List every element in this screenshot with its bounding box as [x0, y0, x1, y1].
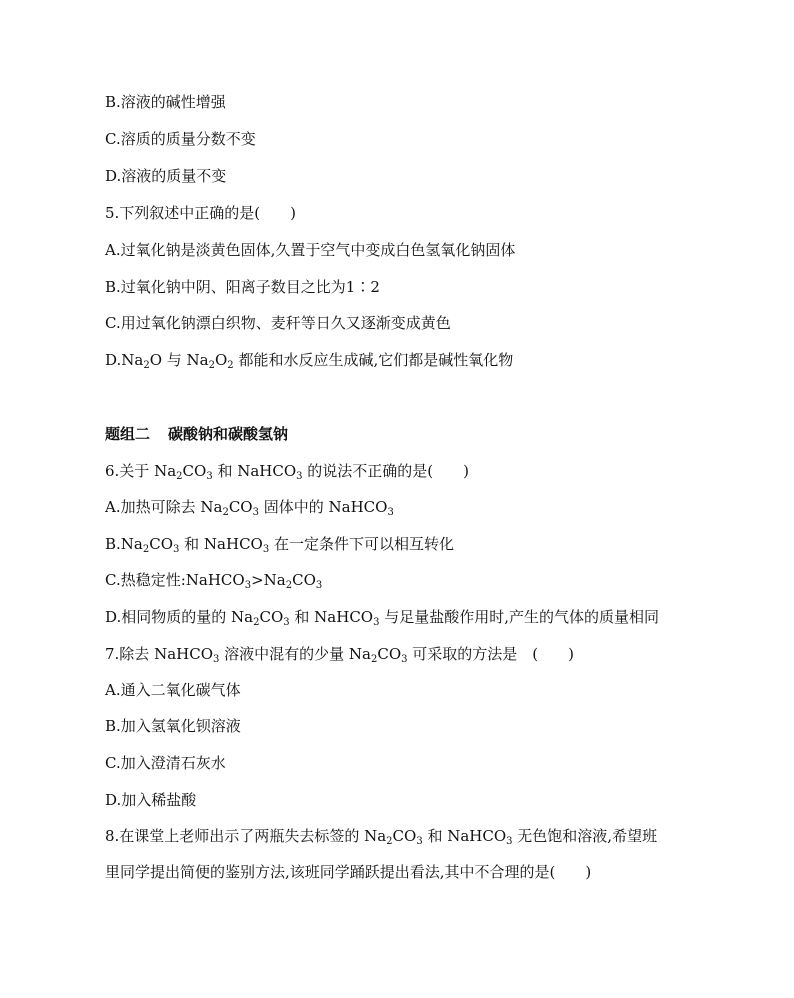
- text-part: CO: [377, 645, 402, 663]
- question-5-option-c: [105, 313, 451, 333]
- subscript: 3: [206, 471, 213, 482]
- text-part: 里同学提出简便的鉴别方法,该班同学踊跃提出看法,其中不合理的是(: [105, 863, 556, 881]
- question-7-option-d: [105, 790, 196, 810]
- subscript: 2: [176, 471, 183, 482]
- text-part: 都能和水反应生成碱,它们都是碱性氧化物: [233, 351, 514, 369]
- subscript: 2: [227, 360, 234, 371]
- question-6: [105, 461, 469, 481]
- subscript: 2: [253, 617, 260, 628]
- text-part: CO: [259, 608, 284, 626]
- subscript: 2: [285, 580, 293, 591]
- text-part: CO: [182, 462, 207, 480]
- section-title: 碳酸钠和碳酸氢钠: [168, 425, 289, 443]
- question-5-option-a: [105, 240, 515, 260]
- text-part: O 与 Na: [149, 351, 209, 369]
- answer-paren-close: ): [568, 645, 575, 663]
- text-part: 和 NaHCO: [422, 827, 507, 845]
- answer-paren-close: ): [463, 462, 470, 480]
- question-8-line-2: [105, 862, 591, 882]
- text-part: 与足量盐酸作用时,产生的气体的质量相同: [379, 608, 660, 626]
- answer-paren-close: ): [290, 204, 297, 222]
- subscript: 3: [283, 617, 290, 628]
- text-part: C.热稳定性:NaHCO: [105, 571, 245, 589]
- question-7-option-c: [105, 753, 226, 773]
- question-7-option-b: [105, 716, 241, 736]
- question-6-option-a: [105, 497, 394, 517]
- option-text: D.加入稀盐酸: [105, 791, 197, 809]
- question-6-option-d: [105, 607, 659, 627]
- text-part: 和 NaHCO: [212, 462, 297, 480]
- subscript: 3: [296, 471, 303, 482]
- question-7-option-a: [105, 680, 241, 700]
- text-part: CO: [392, 827, 417, 845]
- option-text: A.过氧化钠是淡黄色固体,久置于空气中变成白色氢氧化钠固体: [105, 241, 516, 259]
- question-5: [105, 203, 296, 223]
- answer-paren-close: ): [585, 863, 592, 881]
- subscript: 2: [222, 507, 229, 518]
- text-part: CO: [149, 535, 174, 553]
- option-text: C.加入澄清石灰水: [105, 754, 226, 772]
- text-part: O: [214, 351, 228, 369]
- text-part: >Na: [251, 571, 286, 589]
- option-text: C.溶质的质量分数不变: [105, 130, 256, 148]
- option-text: A.通入二氧化碳气体: [105, 681, 241, 699]
- subscript: 3: [252, 507, 259, 518]
- subscript: 2: [208, 360, 215, 371]
- question-6-option-b: [105, 534, 454, 554]
- question-6-option-c: [105, 570, 322, 590]
- section-heading: [105, 424, 288, 444]
- text-part: A.加热可除去 Na: [105, 498, 223, 516]
- option-c-mass-fraction: [105, 129, 256, 149]
- subscript: 3: [416, 836, 423, 847]
- option-d-solution-mass: [105, 166, 226, 186]
- subscript: 3: [401, 654, 408, 665]
- text-part: D.Na: [105, 351, 144, 369]
- subscript: 3: [387, 507, 394, 518]
- subscript: 3: [315, 580, 323, 591]
- subscript: 3: [244, 580, 252, 591]
- option-text: B.溶液的碱性增强: [105, 93, 226, 111]
- option-text: C.用过氧化钠漂白织物、麦秆等日久又逐渐变成黄色: [105, 314, 451, 332]
- question-8-line-1: [105, 826, 657, 846]
- text-part: CO: [292, 571, 316, 589]
- question-text: 5.下列叙述中正确的是(: [105, 204, 261, 222]
- question-5-option-d: [105, 350, 513, 370]
- text-part: CO: [228, 498, 253, 516]
- text-part: 溶液中混有的少量 Na: [219, 645, 371, 663]
- text-part: B.Na: [105, 535, 143, 553]
- question-7: [105, 644, 574, 664]
- subscript: 3: [173, 544, 180, 555]
- subscript: 2: [142, 544, 150, 555]
- text-part: 和 NaHCO: [289, 608, 374, 626]
- subscript: 3: [506, 836, 513, 847]
- text-part: 和 NaHCO: [179, 535, 263, 553]
- option-b-alkalinity: [105, 92, 226, 112]
- option-text: D.溶液的质量不变: [105, 167, 227, 185]
- text-part: 6.关于 Na: [105, 462, 177, 480]
- text-part: 在一定条件下可以相互转化: [269, 535, 455, 553]
- subscript: 3: [262, 544, 270, 555]
- subscript: 2: [386, 836, 393, 847]
- question-5-option-b: [105, 277, 380, 297]
- text-part: 8.在课堂上老师出示了两瓶失去标签的 Na: [105, 827, 387, 845]
- text-part: 7.除去 NaHCO: [105, 645, 214, 663]
- option-text: B.加入氢氧化钡溶液: [105, 717, 241, 735]
- option-text: B.过氧化钠中阴、阳离子数目之比为1∶2: [105, 278, 380, 296]
- section-number: 题组二: [105, 425, 151, 443]
- text-part: 可采取的方法是 (: [407, 645, 539, 663]
- text-part: 无色饱和溶液,希望班: [512, 827, 658, 845]
- subscript: 2: [371, 654, 378, 665]
- subscript: 3: [373, 617, 380, 628]
- subscript: 3: [213, 654, 220, 665]
- text-part: 固体中的 NaHCO: [258, 498, 388, 516]
- text-part: D.相同物质的量的 Na: [105, 608, 254, 626]
- subscript: 2: [143, 360, 150, 371]
- text-part: 的说法不正确的是(: [302, 462, 434, 480]
